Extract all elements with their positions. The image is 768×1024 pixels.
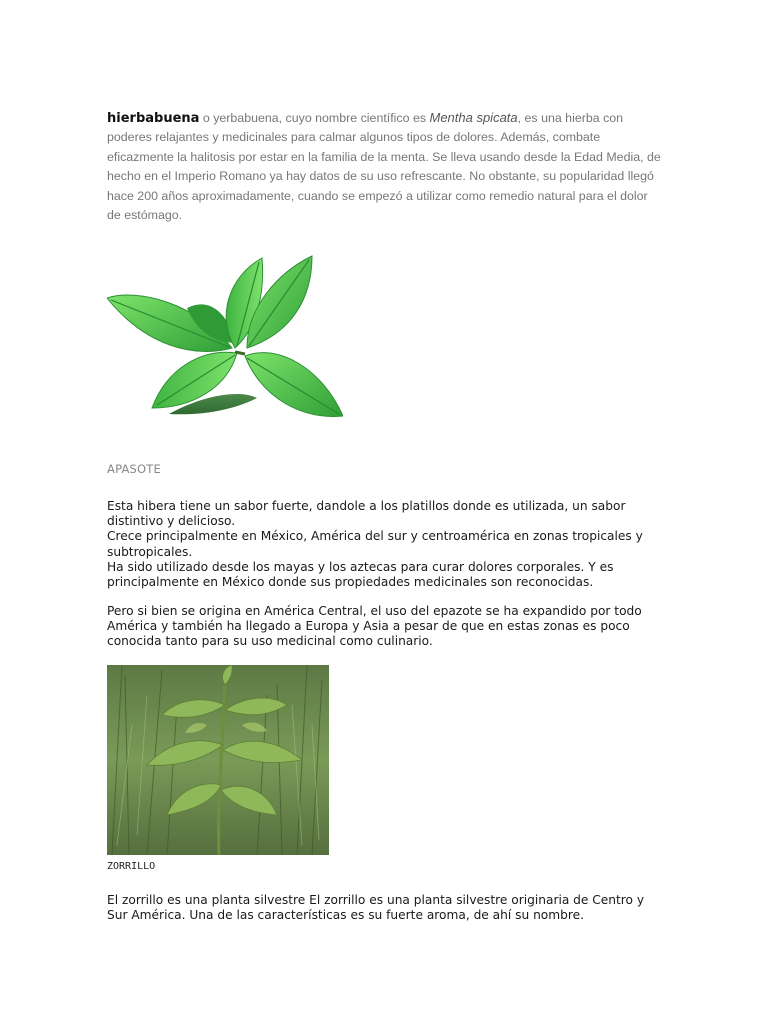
apasote-paragraph-2 — [107, 604, 667, 650]
zorrillo-caption: ZORRILLO — [107, 861, 156, 872]
apasote-line-3: Ha sido utilizado desde los mayas y los aztecas para curar dolores corporales. Y es principalmente en México donde sus propiedades medicinales son reconocidas. — [107, 559, 614, 590]
term-hierbabuena: hierbabuena — [107, 111, 200, 126]
mint-leaves-image — [107, 248, 343, 448]
intro-paragraph — [107, 108, 663, 225]
intro-text-a: o yerbabuena, cuyo nombre científico es — [199, 111, 430, 125]
epazote-plant-image — [107, 665, 329, 855]
intro-text-b: , es una hierba con poderes relajantes y medicinales para calmar algunos tipos de dolores. Además, combate eficazmente la halitosis por estar en la familia de la menta. Se lleva usando desde la Edad Media, de hecho en el Imperio Romano ya hay datos de su uso refrescante. No obstante, su popularidad llegó hace 200 años aproximadamente, cuando se empezó a utilizar como remedio natural para el dolor de estómago. — [107, 111, 661, 223]
apasote-heading: APASOTE — [107, 462, 161, 476]
apasote-line-2: Crece principalmente en México, América del sur y centroamérica en zonas tropicales y subtropicales. — [107, 529, 643, 559]
zorrillo-paragraph — [107, 893, 667, 923]
apasote-description — [107, 499, 667, 590]
scientific-name: Mentha spicata — [429, 110, 518, 125]
apasote-line-1: Esta hibera tiene un sabor fuerte, dandole a los platillos donde es utilizada, un sabor distintivo y delicioso. — [107, 499, 626, 529]
zorrillo-paragraph-text: El zorrillo es una planta silvestre El zorrillo es una planta silvestre originaria de Centro y Sur América. Una de las características es su fuerte aroma, de ahí su nombre. — [107, 893, 645, 923]
apasote-paragraph-2-text: Pero si bien se origina en América Central, el uso del epazote se ha expandido por todo América y también ha llegado a Europa y Asia a pesar de que en estas zonas es poco conocida tanto para su uso medicinal como culinario. — [107, 604, 642, 649]
